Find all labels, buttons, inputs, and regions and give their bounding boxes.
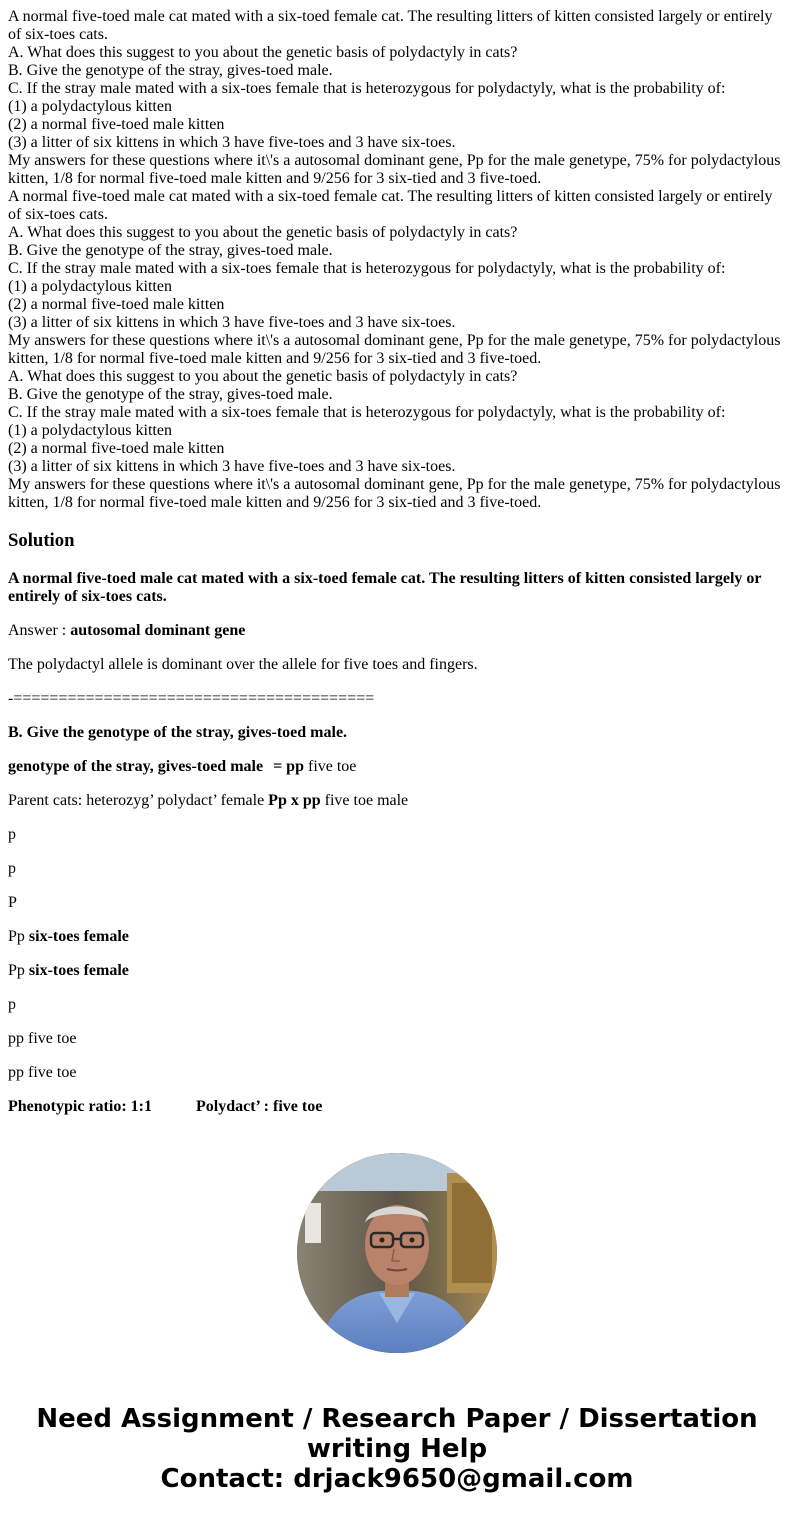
punnett-genotype: Pp	[8, 928, 29, 945]
question-line: C. If the stray male mated with a six-toes female that is heterozygous for polydactyly, what is the probability of:	[8, 404, 726, 421]
question-line: My answers for these questions where it\'s a autosomal dominant gene, Pp for the male genetype, 75% for polydactylous kitten, 1/8 for normal five-toed male kitten and 9/256 for 3 six-tied and 3 five-toed.	[8, 152, 781, 187]
restated-question	[8, 570, 786, 606]
punnett-row	[8, 928, 786, 946]
punnett-row: pp five toe	[8, 1030, 77, 1047]
genotype-tail: five toe	[303, 758, 357, 775]
promo-line: Need Assignment / Research Paper / Dissertation	[36, 1404, 758, 1434]
question-line: (3) a litter of six kittens in which 3 have five-toes and 3 have six-toes.	[8, 458, 456, 475]
parents-line	[8, 792, 786, 810]
answer-label: Answer :	[8, 622, 71, 639]
separator: -========================================	[8, 690, 375, 707]
question-line: A. What does this suggest to you about the genetic basis of polydactyly in cats?	[8, 224, 518, 241]
parents-suffix: five toe male	[320, 792, 409, 809]
ratio-value: Polydact’ : five toe	[195, 1098, 323, 1115]
part-b-heading	[8, 724, 786, 742]
question-line: (2) a normal five-toed male kitten	[8, 440, 225, 457]
document-content	[8, 8, 786, 1132]
punnett-row: p	[8, 996, 16, 1013]
question-line: My answers for these questions where it\'s a autosomal dominant gene, Pp for the male genetype, 75% for polydactylous kitten, 1/8 for normal five-toed male kitten and 9/256 for 3 six-tied and 3 five-toed.	[8, 332, 781, 367]
promo-line: writing Help	[306, 1434, 488, 1464]
question-line: My answers for these questions where it\'s a autosomal dominant gene, Pp for the male genetype, 75% for polydactylous kitten, 1/8 for normal five-toed male kitten and 9/256 for 3 six-tied and 3 five-toed.	[8, 476, 781, 511]
punnett-phenotype: six-toes female	[28, 928, 129, 945]
punnett-genotype: Pp	[8, 962, 29, 979]
question-line: (3) a litter of six kittens in which 3 have five-toes and 3 have six-toes.	[8, 134, 456, 151]
question-line: (1) a polydactylous kitten	[8, 278, 172, 295]
question-line: (1) a polydactylous kitten	[8, 422, 172, 439]
avatar	[297, 1153, 497, 1353]
question-line: A normal five-toed male cat mated with a six-toed female cat. The resulting litters of kitten consisted largely or entirely of six-toes cats.	[8, 188, 773, 223]
question-line: (1) a polydactylous kitten	[8, 98, 172, 115]
punnett-row: p	[8, 826, 16, 843]
promo-banner	[0, 1404, 794, 1494]
promo-contact: Contact: drjack9650@gmail.com	[160, 1464, 634, 1494]
restated-question-text: A normal five-toed male cat mated with a six-toed female cat. The resulting litters of kitten consisted largely or entirely of six-toes cats.	[8, 570, 762, 605]
question-line: C. If the stray male mated with a six-toes female that is heterozygous for polydactyly, what is the probability of:	[8, 260, 726, 277]
answer-value: autosomal dominant gene	[70, 622, 246, 639]
question-line: (2) a normal five-toed male kitten	[8, 296, 225, 313]
parents-prefix: Parent cats: heterozyg’ polydact’ female	[8, 792, 269, 809]
explanation: The polydactyl allele is dominant over the allele for five toes and fingers.	[8, 656, 478, 673]
question-line: A. What does this suggest to you about the genetic basis of polydactyly in cats?	[8, 44, 518, 61]
author-photo	[297, 1153, 497, 1353]
punnett-row: p	[8, 860, 16, 877]
genotype-line	[8, 758, 786, 776]
punnett-phenotype: six-toes female	[28, 962, 129, 979]
parents-cross: Pp x pp	[268, 792, 321, 809]
question-text	[8, 8, 786, 512]
question-line: A. What does this suggest to you about the genetic basis of polydactyly in cats?	[8, 368, 518, 385]
ratio-label: Phenotypic ratio: 1:1	[8, 1098, 152, 1115]
question-line: (3) a litter of six kittens in which 3 have five-toes and 3 have six-toes.	[8, 314, 456, 331]
solution-heading: Solution	[8, 530, 75, 551]
question-line: B. Give the genotype of the stray, gives-toed male.	[8, 386, 333, 403]
punnett-row: P	[8, 894, 17, 911]
genotype-equation: = pp	[273, 758, 304, 775]
phenotypic-ratio	[8, 1098, 786, 1116]
part-b-heading-text: B. Give the genotype of the stray, gives-toed male.	[8, 724, 348, 741]
question-line: B. Give the genotype of the stray, gives-toed male.	[8, 242, 333, 259]
question-line: C. If the stray male mated with a six-toes female that is heterozygous for polydactyly, what is the probability of:	[8, 80, 726, 97]
answer-line	[8, 622, 786, 640]
question-line: (2) a normal five-toed male kitten	[8, 116, 225, 133]
question-line: A normal five-toed male cat mated with a six-toed female cat. The resulting litters of kitten consisted largely or entirely of six-toes cats.	[8, 8, 773, 43]
punnett-row	[8, 962, 786, 980]
genotype-label: genotype of the stray, gives-toed male	[8, 758, 264, 775]
punnett-row: pp five toe	[8, 1064, 77, 1081]
question-line: B. Give the genotype of the stray, gives-toed male.	[8, 62, 333, 79]
